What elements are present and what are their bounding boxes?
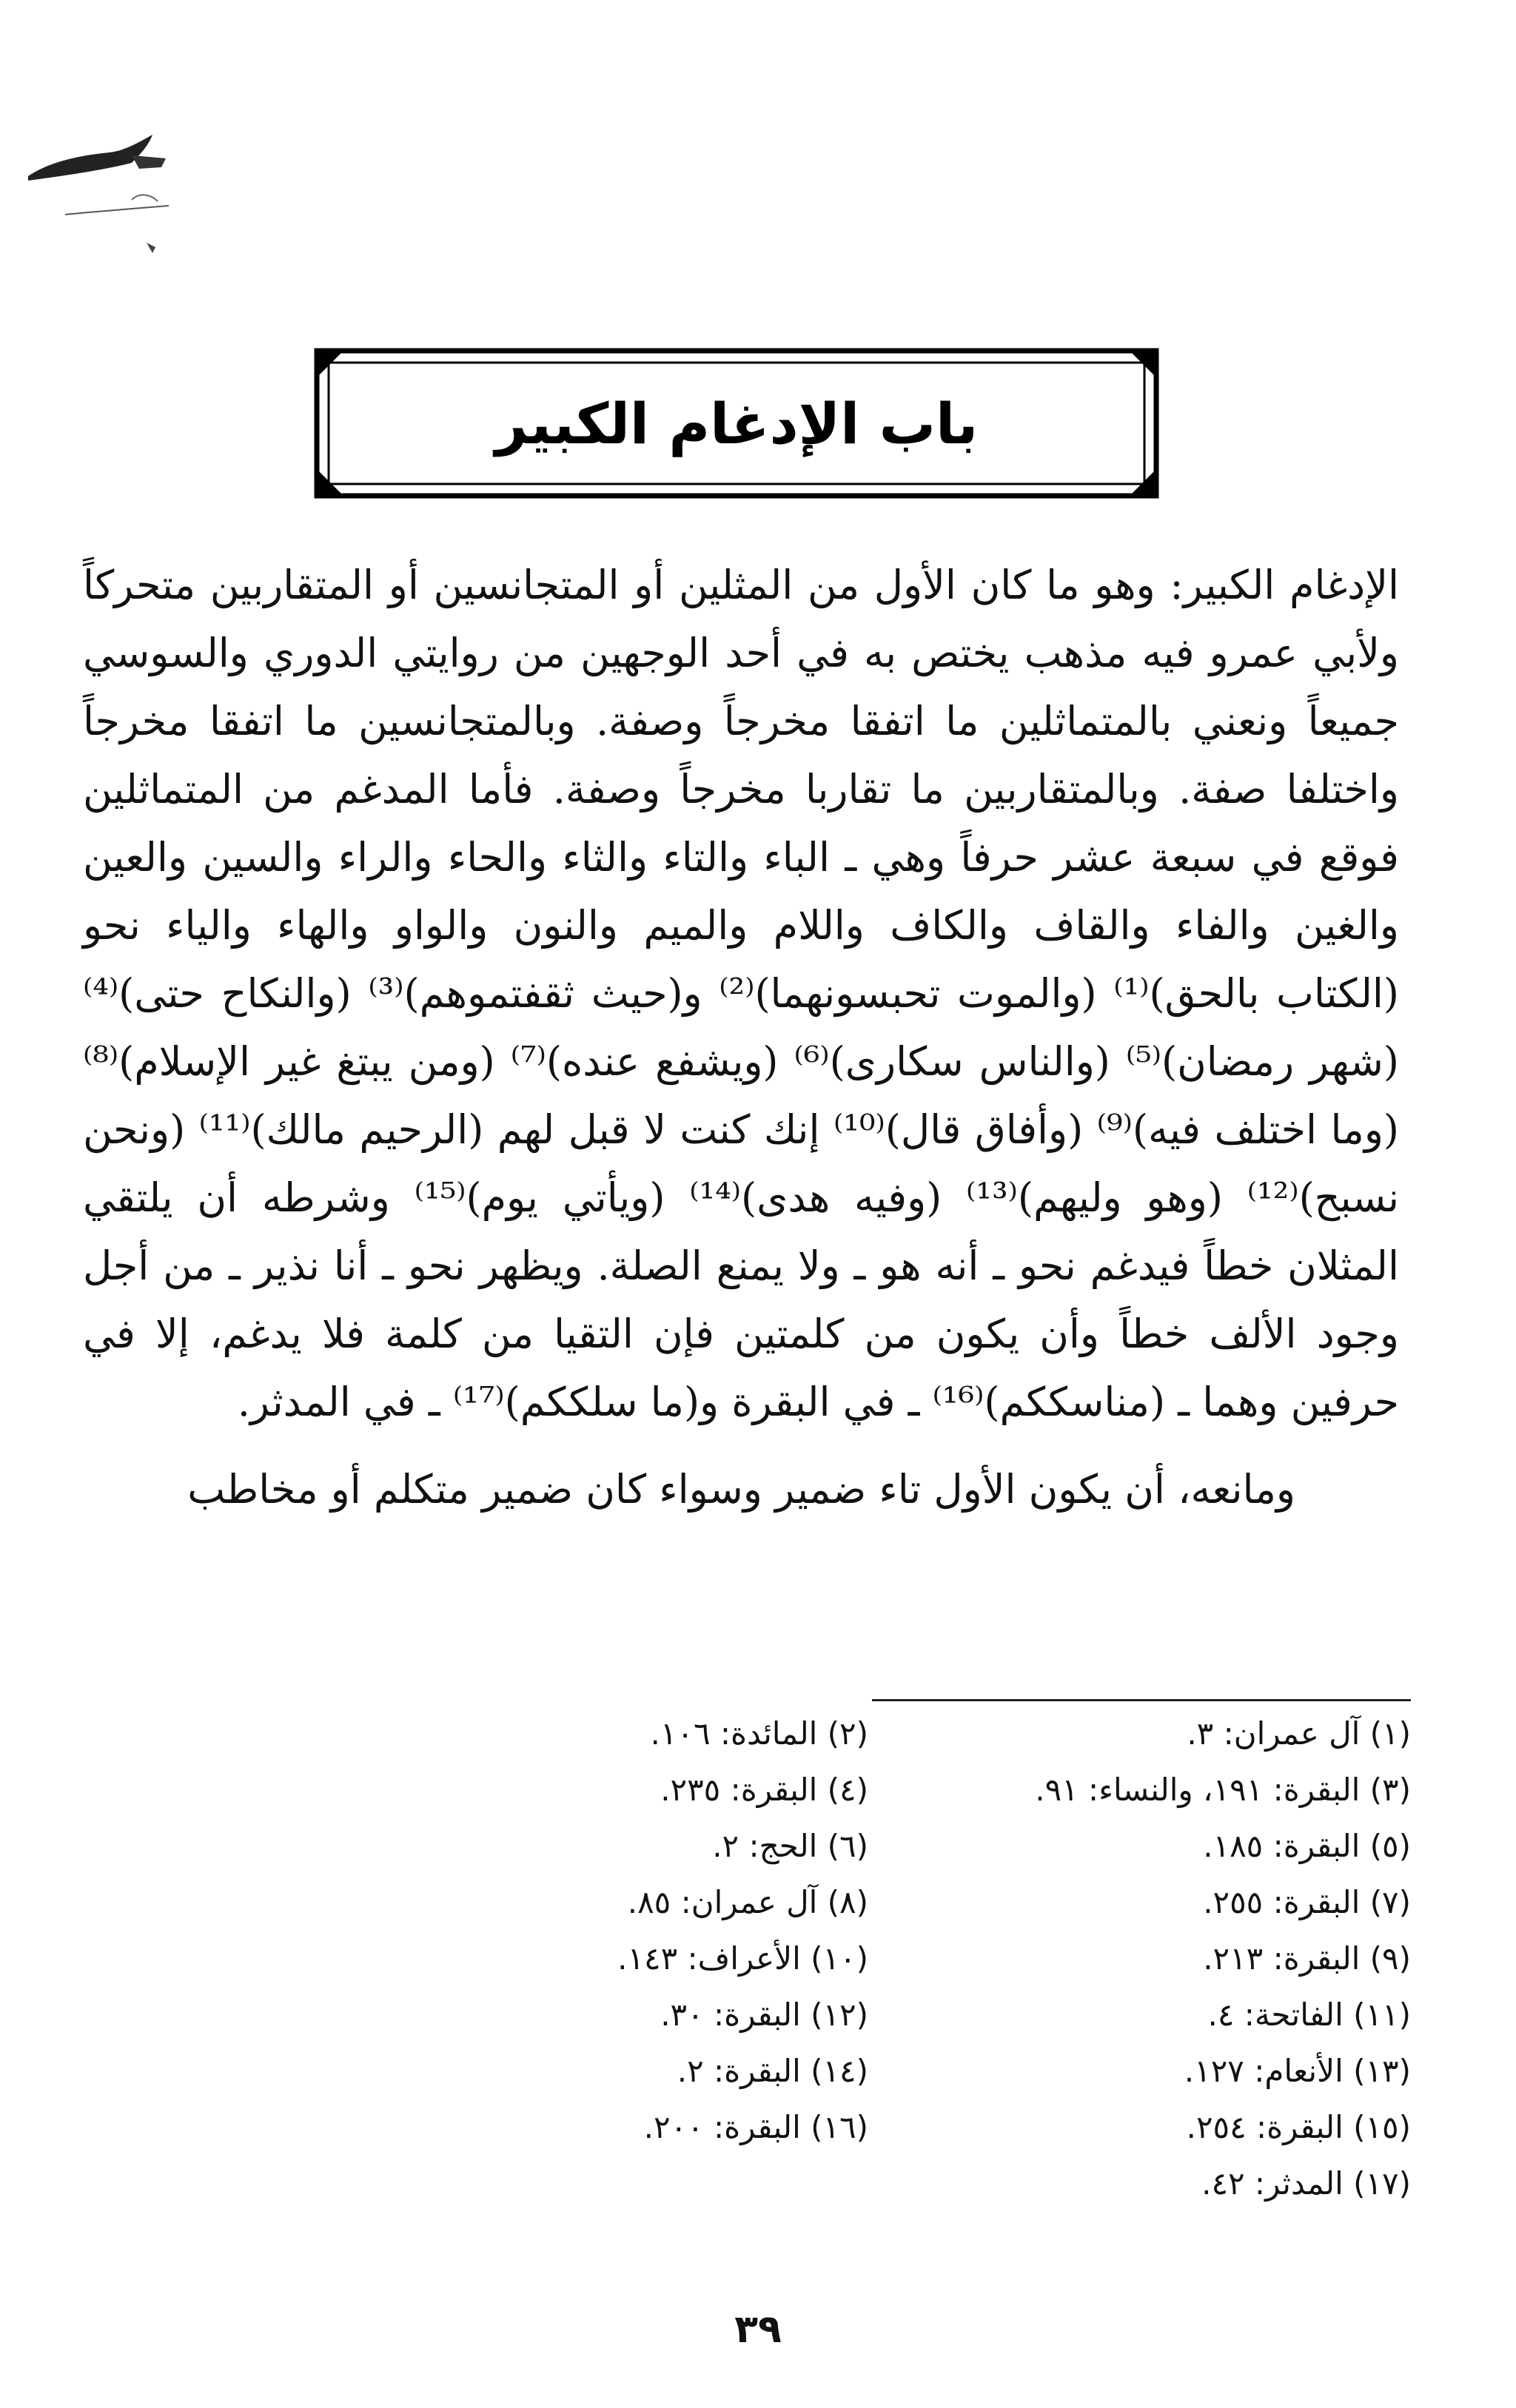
ink-smudge-ornament [21, 126, 176, 274]
footnote-item: (١١) الفاتحة: ٤. [1207, 1997, 1411, 2033]
paragraph-1: الإدغام الكبير: وهو ما كان الأول من المثلين أو المتجانسين أو المتقاربين متحركاً ولأبي عمرو فيه مذهب يختص به في أحد الوجهين من روايتي الدوري والسوسي جميعاً ونعني بالمتماثلين ما اتفقا مخرجاً وصفة. وبالمتجانسين ما اتفقا مخرجاً واختلفا صفة. وبالمتقاربين ما تقاربا مخرجاً وصفة. فأما المدغم من المتماثلين فوقع في سبعة عشر حرفاً وهي ـ الباء والتاء والثاء والحاء والراء والسين والعين والغين والفاء والقاف والكاف واللام والميم والنون والواو والهاء والياء نحو (الكتاب بالحق)⁽¹⁾ (والموت تحبسونهما)⁽²⁾ و(حيث ثقفتموهم)⁽³⁾ (والنكاح حتى)⁽⁴⁾ (شهر رمضان)⁽⁵⁾ (والناس سكارى)⁽⁶⁾ (ويشفع عنده)⁽⁷⁾ (ومن يبتغ غير الإسلام)⁽⁸⁾ (وما اختلف فيه)⁽⁹⁾ (وأفاق قال)⁽¹⁰⁾ إنك كنت لا قبل لهم (الرحيم مالك)⁽¹¹⁾ (ونحن نسبح)⁽¹²⁾ (وهو وليهم)⁽¹³⁾ (وفيه هدى)⁽¹⁴⁾ (ويأتي يوم)⁽¹⁵⁾ وشرطه أن يلتقي المثلان خطاً فيدغم نحو ـ أنه هو ـ ولا يمنع الصلة. ويظهر نحو ـ أنا نذير ـ من أجل وجود الألف خطاً وأن يكون من كلمتين فإن التقيا من كلمة فلا يدغم، إلا في حرفين وهما ـ (مناسككم)⁽¹⁶⁾ ـ في البقرة و(ما سلككم)⁽¹⁷⁾ ـ في المدثر. [83, 562, 1399, 1425]
footnote-separator [872, 1699, 1411, 1701]
footnote-item: (١٣) الأنعام: ١٢٧. [1184, 2053, 1411, 2089]
footnote-item: (١) آل عمران: ٣. [1187, 1715, 1411, 1752]
footnote-item: (٤) البقرة: ٢٣٥. [660, 1772, 868, 1808]
footnote-item: (١٥) البقرة: ٢٥٤. [1186, 2109, 1411, 2145]
footnotes-right-column [957, 1706, 1411, 2212]
footnote-item: (١٧) المدثر: ٤٢. [1201, 2165, 1411, 2202]
footnote-item: (٥) البقرة: ١٨٥. [1203, 1828, 1411, 1864]
footnote-item: (٦) الحج: ٢. [712, 1828, 868, 1864]
footnote-item: (٢) المائدة: ١٠٦. [650, 1715, 868, 1752]
footnote-item: (١٢) البقرة: ٣٠. [660, 1997, 868, 2033]
footnotes-left-column [415, 1706, 868, 2212]
chapter-title-frame [314, 348, 1159, 499]
footnote-item: (٧) البقرة: ٢٥٥. [1203, 1884, 1411, 1920]
footnotes [415, 1706, 1411, 2212]
footnote-item: (٣) البقرة: ١٩١، والنساء: ٩١. [1035, 1772, 1411, 1808]
footnote-item: (٩) البقرة: ٢١٣. [1203, 1940, 1411, 1977]
footnote-item: (١٦) البقرة: ٢٠٠. [643, 2109, 868, 2145]
main-text [83, 551, 1399, 1524]
footnote-item: (١٠) الأعراف: ١٤٣. [617, 1940, 868, 1977]
paragraph-2: ومانعه، أن يكون الأول تاء ضمير وسواء كان ضمير متكلم أو مخاطب [187, 1466, 1295, 1513]
chapter-title: باب الإدغام الكبير [494, 390, 979, 457]
footnote-item: (٨) آل عمران: ٨٥. [627, 1884, 868, 1920]
page-number: ٣٩ [734, 2307, 782, 2352]
footnote-item: (١٤) البقرة: ٢. [677, 2053, 868, 2089]
